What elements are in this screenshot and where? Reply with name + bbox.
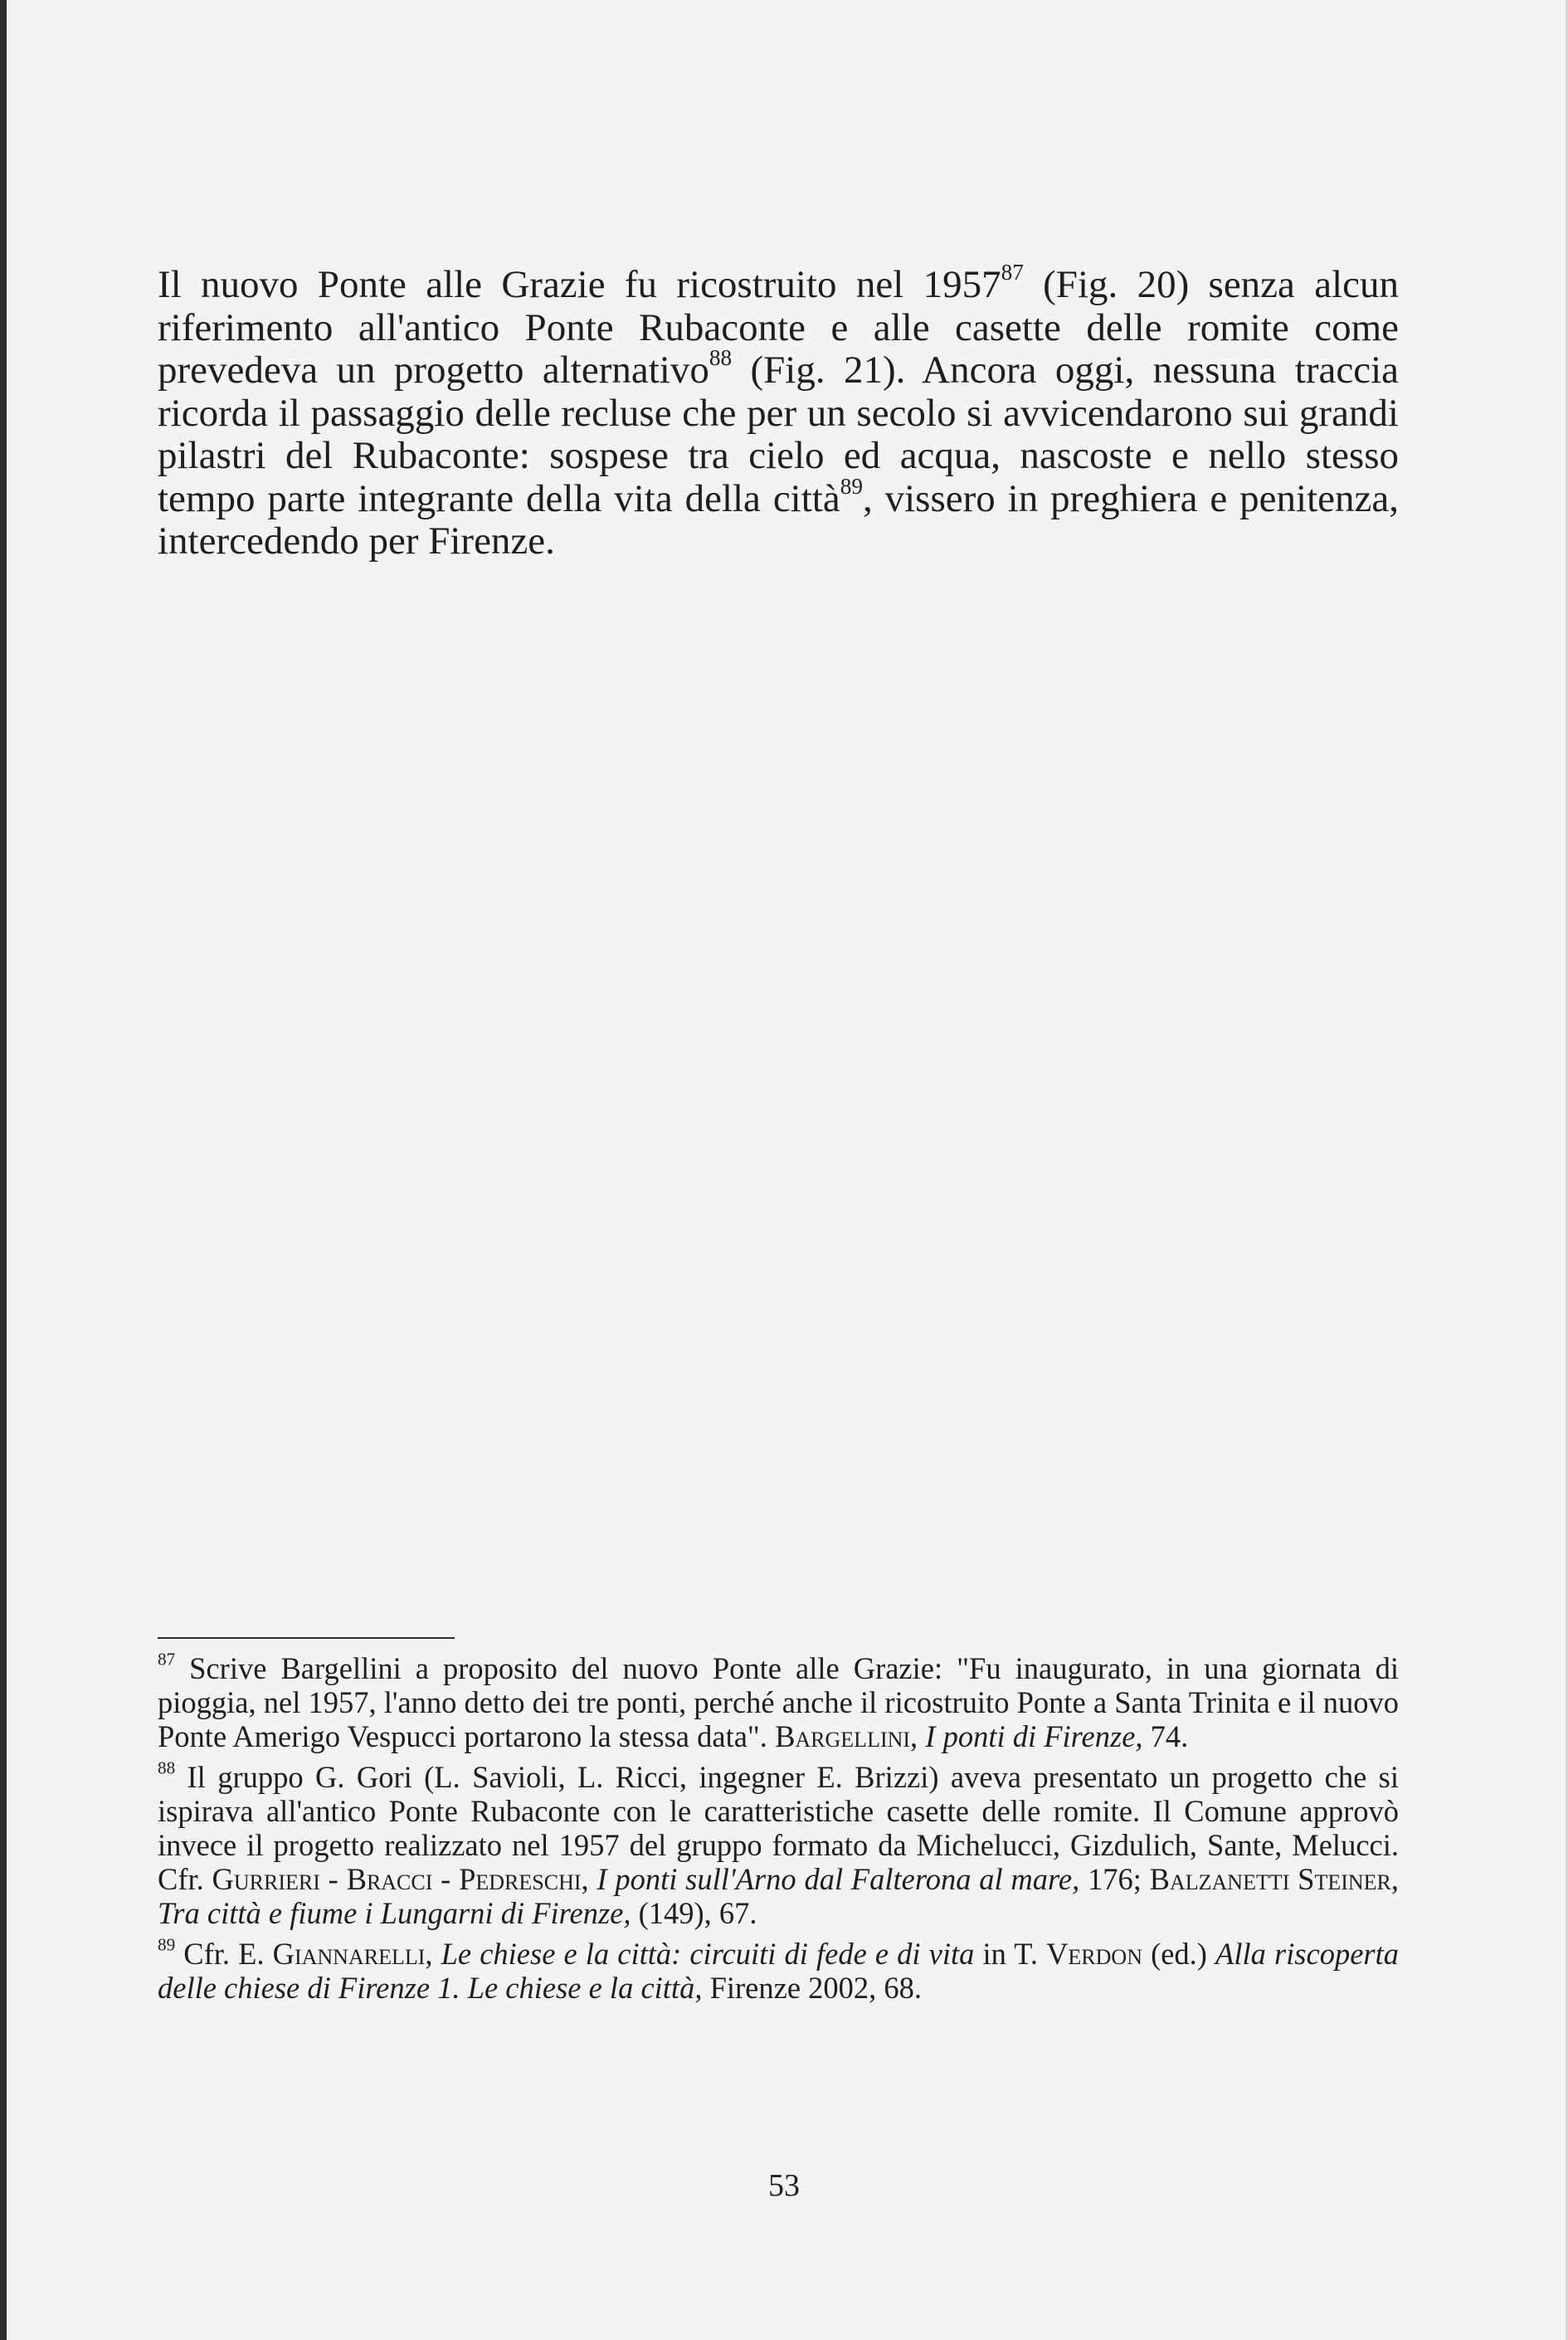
footnote-text: 74. <box>1142 1719 1189 1753</box>
footnote-text: , <box>425 1937 441 1971</box>
page-binding-edge <box>0 0 7 2340</box>
body-text-1: Il nuovo Ponte alle Grazie fu ricostruito nel 1957 <box>158 263 1001 306</box>
footnote-text: (149), 67. <box>631 1896 757 1930</box>
footnote-authors: Gurrieri - Bracci - Pedreschi <box>212 1862 582 1896</box>
footnotes <box>158 1651 1399 2011</box>
footnote-title: Le chiese e la città: circuiti di fede e di vita <box>441 1937 975 1971</box>
footnote-author: Giannarelli <box>272 1937 426 1971</box>
footnote-text: , <box>910 1719 926 1753</box>
footnote-title: Tra città e fiume i Lungarni di Firenze, <box>158 1896 631 1930</box>
footnote-text: in T. <box>974 1937 1047 1971</box>
footnote-text: (ed.) <box>1142 1937 1216 1971</box>
footnote-ref-87: 87 <box>1001 259 1024 285</box>
footnote-editor: Verdon <box>1046 1937 1142 1971</box>
footnote-ref-88: 88 <box>709 344 733 370</box>
footnote-number: 87 <box>158 1649 176 1670</box>
footnote-text: Scrive Bargellini a proposito del nuovo Ponte alle Grazie: "Fu inaugurato, in una giornata di pioggia, nel 1957, l'anno detto dei tre ponti, perché anche il ricostruito Ponte a Santa Trinita e il nuovo Ponte Amerigo Vespucci portarono la stessa data". <box>158 1651 1399 1753</box>
footnote-text: Firenze 2002, 68. <box>702 1971 923 2005</box>
footnote-text: , <box>581 1862 597 1896</box>
footnote-title: I ponti di Firenze, <box>925 1719 1143 1753</box>
footnote-title: I ponti sull'Arno dal Falterona al mare, <box>597 1862 1080 1896</box>
body-text-2: (Fig. 20) senza alcun riferimento all'antico Ponte Rubaconte e alle casette delle romite come prevedeva un progetto alternativo <box>158 263 1399 392</box>
body-text-3: (Fig. 21). Ancora oggi, nessuna traccia ricorda il passaggio delle recluse che per un secolo si avvicendarono sui grandi pilastri del Rubaconte: sospese tra cielo ed acqua, nascoste e nello stesso tempo parte integrante della vita della città <box>158 349 1399 520</box>
footnote-title: Alla riscoperta delle chiese di Firenze 1. Le chiese e la città, <box>158 1937 1400 2005</box>
footnote-author: Bargellini <box>775 1719 911 1753</box>
footnote-number: 89 <box>158 1934 176 1955</box>
footnote-text: 176; <box>1079 1862 1150 1896</box>
footnote-authors: Balzanetti Steiner <box>1149 1862 1391 1896</box>
page-number: 53 <box>768 2168 800 2203</box>
footnote-87 <box>158 1651 1399 1753</box>
body-paragraph <box>158 259 1399 563</box>
footnote-89 <box>158 1934 1400 2005</box>
footnote-ref-89: 89 <box>840 473 863 499</box>
footnote-88 <box>158 1757 1399 1930</box>
footnote-text: Il gruppo G. Gori (L. Savioli, L. Ricci, ingegner E. Brizzi) aveva presentato un progetto che si ispirava all'antico Ponte Rubaconte con le caratteristiche casette delle romite. Il Comune approvò invece il progetto realizzato nel 1957 del gruppo formato da Michelucci, Gizdulich, Sante, Melucci. Cfr. <box>158 1760 1399 1896</box>
footnote-text: , <box>1390 1862 1399 1896</box>
footnote-number: 88 <box>158 1757 176 1778</box>
body-text-4: , vissero in preghiera e penitenza, intercedendo per Firenze. <box>158 476 1399 563</box>
footnote-text: Cfr. E. <box>175 1937 273 1971</box>
footnote-separator <box>158 1637 455 1639</box>
